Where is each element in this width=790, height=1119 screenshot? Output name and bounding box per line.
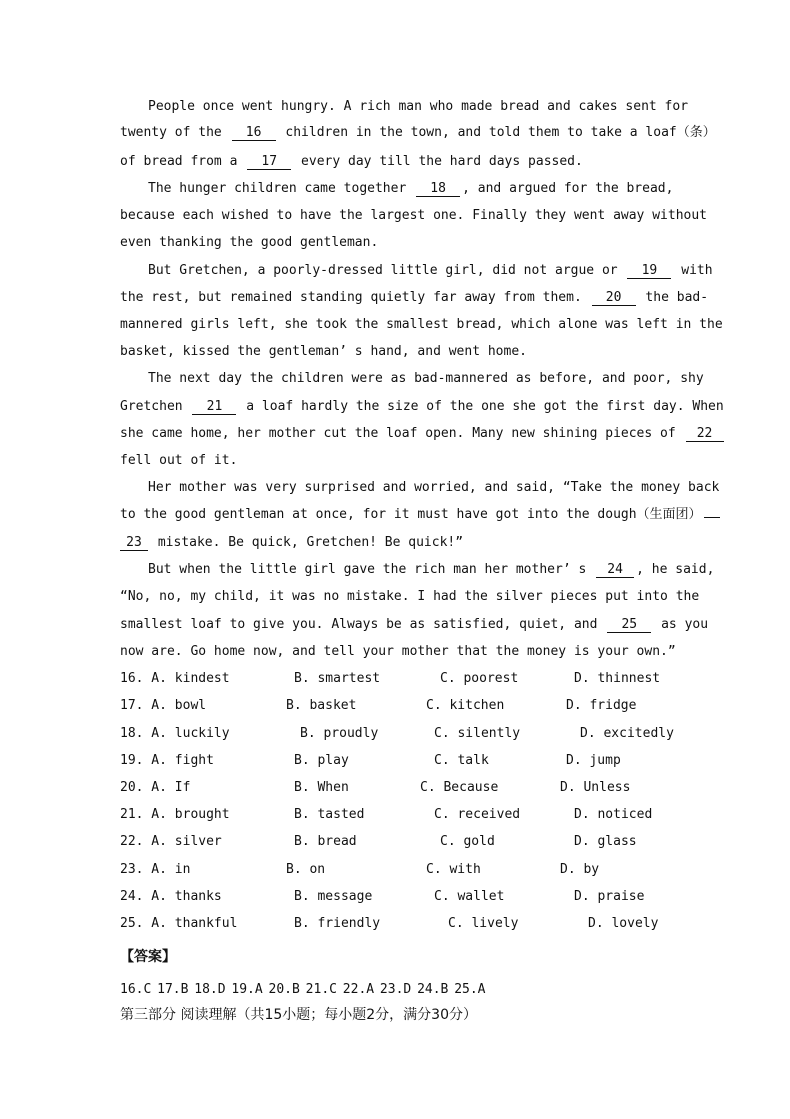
p6-line1 xyxy=(120,561,715,579)
p2-line2 xyxy=(120,207,707,225)
p6-line2 xyxy=(120,588,700,606)
option-a[interactable]: 20. A. If xyxy=(120,780,191,795)
option-d[interactable]: D. excitedly xyxy=(580,726,674,741)
text: twenty of the xyxy=(120,125,230,140)
text: to the good gentleman at once, for it must have got into the dough（生面团） xyxy=(120,507,702,522)
p4-line1 xyxy=(120,370,708,388)
text: mannered girls left, she took the smallest bread, which alone was left in the xyxy=(120,317,723,332)
option-d[interactable]: D. Unless xyxy=(560,780,631,795)
option-b[interactable]: B. friendly xyxy=(294,916,381,931)
p5-line1 xyxy=(120,479,720,497)
text: even thanking the good gentleman. xyxy=(120,235,379,250)
option-c[interactable]: C. with xyxy=(426,862,481,877)
p2-line1 xyxy=(120,180,708,198)
option-c[interactable]: C. lively xyxy=(448,916,519,931)
option-a[interactable]: 23. A. in xyxy=(120,862,191,877)
p3-line4 xyxy=(120,343,680,361)
option-a[interactable]: 21. A. brought xyxy=(120,807,230,822)
answer-heading: 【答案】 xyxy=(120,949,176,965)
option-d[interactable]: D. fridge xyxy=(566,698,637,713)
blank-16[interactable]: 16 xyxy=(232,125,276,141)
option-c[interactable]: C. received xyxy=(434,807,521,822)
p3-line2 xyxy=(120,289,709,307)
text: of bread from a xyxy=(120,154,246,169)
text: the rest, but remained standing quietly far away from them. xyxy=(120,290,590,305)
blank-19[interactable]: 19 xyxy=(627,263,671,279)
answer-key: 16.C 17.B 18.D 19.A 20.B 21.C 22.A 23.D 24.B 25.A xyxy=(120,982,486,997)
p5-line2 xyxy=(120,506,702,524)
blank-23[interactable]: 23 xyxy=(120,535,148,551)
text: smallest loaf to give you. Always be as satisfied, quiet, and xyxy=(120,617,606,632)
option-c[interactable]: C. wallet xyxy=(434,889,505,904)
option-b[interactable]: B. play xyxy=(294,753,349,768)
text: children in the town, and told them to take a loaf（条） xyxy=(277,125,716,140)
text: , he said, xyxy=(636,562,715,577)
blank-17[interactable]: 17 xyxy=(247,154,291,170)
option-d[interactable]: D. praise xyxy=(574,889,645,904)
text: she came home, her mother cut the loaf open. Many new shining pieces of xyxy=(120,426,684,441)
option-a[interactable]: 25. A. thankful xyxy=(120,916,238,931)
blank-21[interactable]: 21 xyxy=(192,399,236,415)
option-d[interactable]: D. noticed xyxy=(574,807,653,822)
p6-line3 xyxy=(120,616,709,634)
option-c[interactable]: C. Because xyxy=(420,780,499,795)
text: because each wished to have the largest one. Finally they went away without xyxy=(120,208,707,223)
option-d[interactable]: D. lovely xyxy=(588,916,659,931)
text: But Gretchen, a poorly-dressed little girl, did not argue or xyxy=(148,263,626,278)
option-a[interactable]: 18. A. luckily xyxy=(120,726,230,741)
p5-line3 xyxy=(120,534,680,552)
option-a[interactable]: 19. A. fight xyxy=(120,753,214,768)
text: fell out of it. xyxy=(120,453,238,468)
option-a[interactable]: 17. A. bowl xyxy=(120,698,207,713)
text: basket, kissed the gentleman’ s hand, and went home. xyxy=(120,344,527,359)
option-d[interactable]: D. by xyxy=(560,862,600,877)
option-b[interactable]: B. When xyxy=(294,780,349,795)
option-a[interactable]: 22. A. silver xyxy=(120,834,222,849)
p3-line1 xyxy=(120,262,713,280)
blank-22[interactable]: 22 xyxy=(686,426,724,442)
option-c[interactable]: C. kitchen xyxy=(426,698,505,713)
blank-18[interactable]: 18 xyxy=(416,181,460,197)
option-b[interactable]: B. on xyxy=(286,862,326,877)
option-b[interactable]: B. smartest xyxy=(294,671,381,686)
option-d[interactable]: D. glass xyxy=(574,834,637,849)
text: But when the little girl gave the rich man her mother’ s xyxy=(148,562,595,577)
p4-line4 xyxy=(120,452,680,470)
text: Gretchen xyxy=(120,399,191,414)
text: now are. Go home now, and tell your mother that the money is your own.” xyxy=(120,644,676,659)
p1-line3 xyxy=(120,153,680,171)
p1-line2 xyxy=(120,124,716,142)
option-c[interactable]: C. gold xyxy=(440,834,495,849)
text: every day till the hard days passed. xyxy=(293,154,583,169)
option-c[interactable]: C. talk xyxy=(434,753,489,768)
p2-line3 xyxy=(120,234,680,252)
text: The hunger children came together xyxy=(148,181,415,196)
text: People once went hungry. A rich man who made bread and cakes sent for xyxy=(148,99,689,114)
blank-24[interactable]: 24 xyxy=(596,562,634,578)
option-b[interactable]: B. bread xyxy=(294,834,357,849)
option-d[interactable]: D. jump xyxy=(566,753,621,768)
next-section-title: 第三部分 阅读理解（共15小题；每小题2分，满分30分） xyxy=(120,1007,477,1023)
blank-20[interactable]: 20 xyxy=(592,290,636,306)
option-d[interactable]: D. thinnest xyxy=(574,671,661,686)
text: , and argued for the bread, xyxy=(462,181,674,196)
text: “No, no, my child, it was no mistake. I had the silver pieces put into the xyxy=(120,589,700,604)
text: mistake. Be quick, Gretchen! Be quick!” xyxy=(150,535,464,550)
p6-line4 xyxy=(120,643,680,661)
option-c[interactable]: C. silently xyxy=(434,726,521,741)
blank-25[interactable]: 25 xyxy=(607,617,651,633)
option-a[interactable]: 24. A. thanks xyxy=(120,889,222,904)
option-b[interactable]: B. tasted xyxy=(294,807,365,822)
option-c[interactable]: C. poorest xyxy=(440,671,519,686)
text: Her mother was very surprised and worried, and said, “Take the money back xyxy=(148,480,720,495)
blank-23-start xyxy=(704,517,720,518)
text: The next day the children were as bad-mannered as before, and poor, shy xyxy=(148,371,704,386)
option-a[interactable]: 16. A. kindest xyxy=(120,671,230,686)
option-b[interactable]: B. message xyxy=(294,889,373,904)
text: a loaf hardly the size of the one she got the first day. When xyxy=(238,399,724,414)
p3-line3 xyxy=(120,316,723,334)
text: the bad- xyxy=(637,290,709,305)
text: with xyxy=(673,263,713,278)
text: as you xyxy=(653,617,709,632)
p1-line1 xyxy=(120,98,708,116)
p4-line3 xyxy=(120,425,713,443)
option-b[interactable]: B. proudly xyxy=(300,726,379,741)
p4-line2 xyxy=(120,398,724,416)
option-b[interactable]: B. basket xyxy=(286,698,357,713)
